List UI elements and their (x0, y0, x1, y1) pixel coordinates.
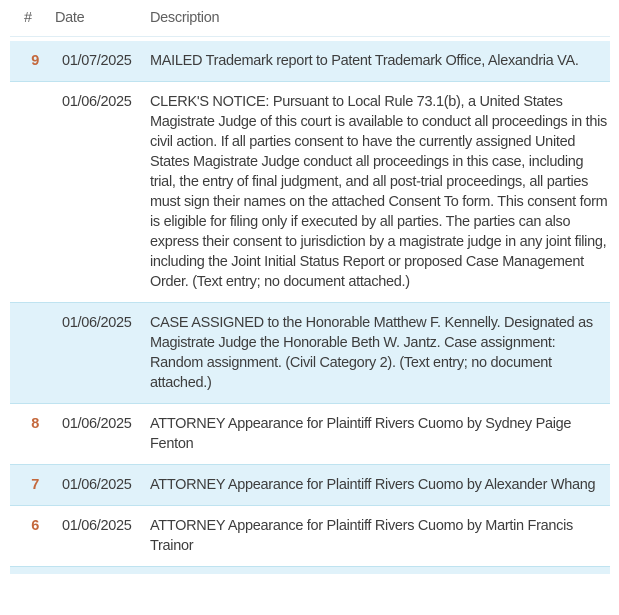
entry-number (10, 92, 62, 292)
entry-description: ATTORNEY Appearance for Plaintiff Rivers Cuomo by Sydney Paige Fenton (150, 416, 572, 452)
docket-row-case-assigned[interactable] (10, 303, 610, 404)
entry-number: 7 (31, 477, 39, 493)
docket-row-entry-8[interactable] (10, 404, 610, 465)
column-header-date: Date (55, 10, 85, 26)
docket-rows (10, 41, 610, 574)
docket-row-entry-7[interactable] (10, 465, 610, 506)
entry-description: MAILED Trademark report to Patent Trademark Office, Alexandria VA. (150, 53, 579, 69)
entry-description: ATTORNEY Appearance for Plaintiff Rivers Cuomo by Alexander Whang (150, 477, 596, 493)
docket-row-entry-6[interactable] (10, 506, 610, 567)
entry-number (10, 313, 62, 393)
column-header-description: Description (150, 10, 220, 26)
entry-number: 6 (31, 518, 39, 534)
entry-description: CASE ASSIGNED to the Honorable Matthew F. Kennelly. Designated as Magistrate Judge the Honorable Beth W. Jantz. Case assignment: Random assignment. (Civil Category 2). (Text entry; no document attached.) (150, 315, 593, 391)
entry-number: 8 (31, 416, 39, 432)
entry-date: 01/06/2025 (62, 416, 132, 432)
entry-number: 9 (31, 53, 39, 69)
table-header (10, 0, 610, 37)
column-header-number: # (24, 10, 32, 26)
docket-row-partial[interactable] (10, 567, 610, 574)
docket-row-clerks-notice[interactable] (10, 82, 610, 303)
entry-description: CLERK'S NOTICE: Pursuant to Local Rule 73.1(b), a United States Magistrate Judge of this court is available to conduct all proceedings in this civil action. If all parties consent to have the currently assigned United States Magistrate Judge conduct all proceedings in this case, including trial, the entry of final judgment, and all post-trial proceedings, all parties must sign their names on the attached Consent To form. This consent form is eligible for filing only if executed by all parties. The parties can also express their consent to jurisdiction by a magistrate judge in any joint filing, including the Joint Initial Status Report or proposed Case Management Order. (Text entry; no document attached.) (150, 94, 608, 290)
entry-date: 01/06/2025 (62, 518, 132, 534)
docket-row-entry-9[interactable] (10, 41, 610, 82)
entry-date: 01/07/2025 (62, 53, 132, 69)
entry-date: 01/06/2025 (62, 94, 132, 110)
entry-description: ATTORNEY Appearance for Plaintiff Rivers Cuomo by Martin Francis Trainor (150, 518, 573, 554)
docket-table (10, 0, 610, 574)
entry-date: 01/06/2025 (62, 477, 132, 493)
entry-date: 01/06/2025 (62, 315, 132, 331)
